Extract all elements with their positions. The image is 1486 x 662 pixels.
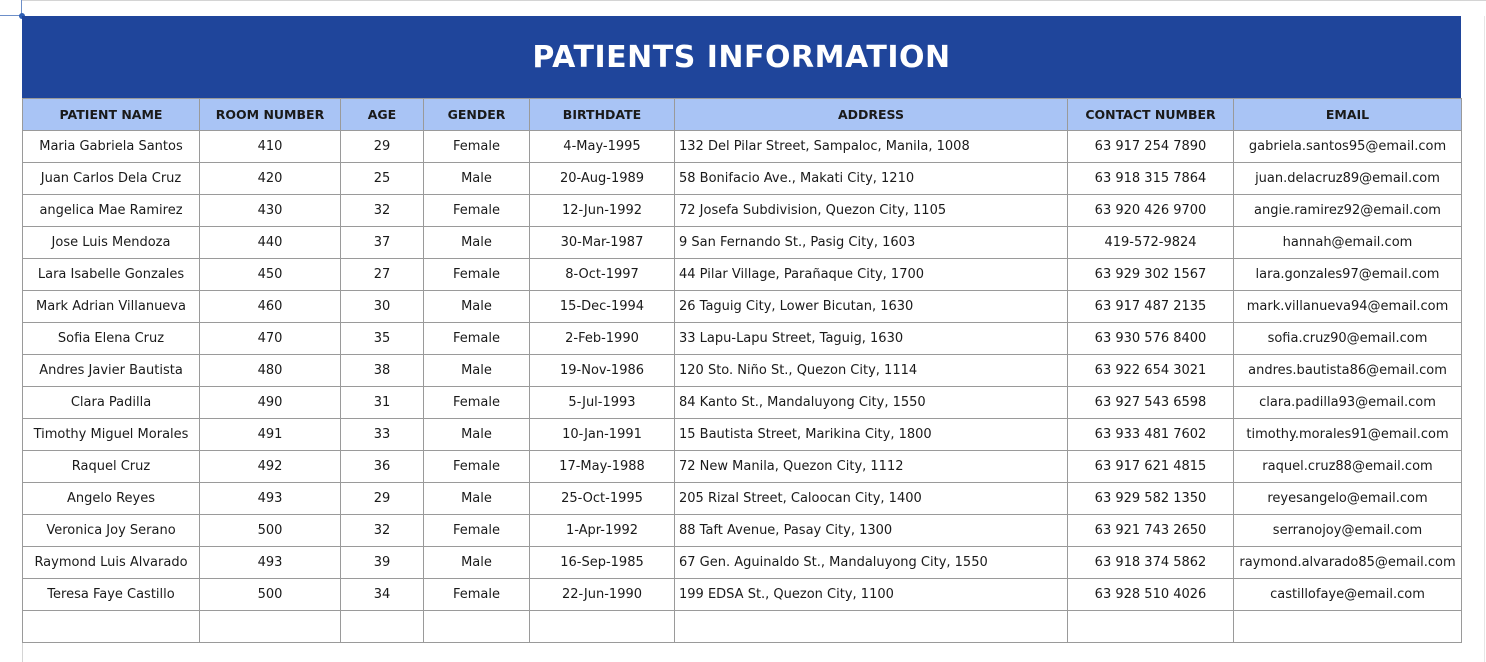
cell-address[interactable]: 44 Pilar Village, Parañaque City, 1700 [675,259,1068,291]
header-email[interactable]: EMAIL [1234,99,1462,131]
cell-gender[interactable]: Male [424,547,530,579]
cell-patient-name[interactable]: Veronica Joy Serano [23,515,200,547]
table-row [23,547,1462,579]
header-room-number[interactable]: ROOM NUMBER [200,99,341,131]
cell-room-number[interactable]: 480 [200,355,341,387]
cell-patient-name[interactable]: angelica Mae Ramirez [23,195,200,227]
cell-empty[interactable] [1068,611,1234,643]
cell-contact-number[interactable]: 63 921 743 2650 [1068,515,1234,547]
table-row [23,419,1462,451]
cell-gender[interactable]: Female [424,579,530,611]
cell-room-number[interactable]: 410 [200,131,341,163]
header-patient-name[interactable]: PATIENT NAME [23,99,200,131]
cell-age[interactable]: 29 [341,131,424,163]
cell-email[interactable]: timothy.morales91@email.com [1234,419,1462,451]
cell-birthdate[interactable]: 25-Oct-1995 [530,483,675,515]
header-address[interactable]: ADDRESS [675,99,1068,131]
cell-contact-number[interactable]: 63 929 302 1567 [1068,259,1234,291]
cell-birthdate[interactable]: 15-Dec-1994 [530,291,675,323]
cell-email[interactable]: lara.gonzales97@email.com [1234,259,1462,291]
header-age[interactable]: AGE [341,99,424,131]
cell-contact-number[interactable]: 63 930 576 8400 [1068,323,1234,355]
cell-room-number[interactable]: 450 [200,259,341,291]
cell-empty[interactable] [1234,611,1462,643]
cell-address[interactable]: 67 Gen. Aguinaldo St., Mandaluyong City, 1550 [675,547,1068,579]
table-row [23,579,1462,611]
cell-address[interactable]: 120 Sto. Niño St., Quezon City, 1114 [675,355,1068,387]
cell-patient-name[interactable]: Teresa Faye Castillo [23,579,200,611]
cell-empty[interactable] [675,611,1068,643]
cell-room-number[interactable]: 493 [200,547,341,579]
table-row [23,259,1462,291]
cell-address[interactable]: 199 EDSA St., Quezon City, 1100 [675,579,1068,611]
cell-room-number[interactable]: 493 [200,483,341,515]
cell-age[interactable]: 38 [341,355,424,387]
header-birthdate[interactable]: BIRTHDATE [530,99,675,131]
cell-address[interactable]: 132 Del Pilar Street, Sampaloc, Manila, 1008 [675,131,1068,163]
table-row [23,227,1462,259]
cell-birthdate[interactable]: 22-Jun-1990 [530,579,675,611]
cell-gender[interactable]: Male [424,291,530,323]
cell-patient-name[interactable]: Maria Gabriela Santos [23,131,200,163]
table-row [23,163,1462,195]
cell-birthdate[interactable]: 5-Jul-1993 [530,387,675,419]
cell-patient-name[interactable]: Raquel Cruz [23,451,200,483]
cell-email[interactable]: raquel.cruz88@email.com [1234,451,1462,483]
cell-address[interactable]: 26 Taguig City, Lower Bicutan, 1630 [675,291,1068,323]
page-title[interactable]: PATIENTS INFORMATION [22,16,1461,98]
cell-address[interactable]: 15 Bautista Street, Marikina City, 1800 [675,419,1068,451]
table-row [23,515,1462,547]
sheet-top-border [22,0,1486,1]
cell-age[interactable]: 27 [341,259,424,291]
cell-age[interactable]: 25 [341,163,424,195]
cell-email[interactable]: angie.ramirez92@email.com [1234,195,1462,227]
cell-email[interactable]: clara.padilla93@email.com [1234,387,1462,419]
cell-room-number[interactable]: 500 [200,579,341,611]
cell-room-number[interactable]: 430 [200,195,341,227]
cell-address[interactable]: 9 San Fernando St., Pasig City, 1603 [675,227,1068,259]
patients-table [22,98,1462,643]
header-gender[interactable]: GENDER [424,99,530,131]
cell-patient-name[interactable]: Angelo Reyes [23,483,200,515]
cell-gender[interactable]: Female [424,195,530,227]
cell-address[interactable]: 88 Taft Avenue, Pasay City, 1300 [675,515,1068,547]
cell-address[interactable]: 72 Josefa Subdivision, Quezon City, 1105 [675,195,1068,227]
table-row [23,131,1462,163]
cell-email[interactable]: serranojoy@email.com [1234,515,1462,547]
cell-contact-number[interactable]: 63 917 254 7890 [1068,131,1234,163]
cell-patient-name[interactable]: Sofia Elena Cruz [23,323,200,355]
cell-email[interactable]: raymond.alvarado85@email.com [1234,547,1462,579]
cell-age[interactable]: 30 [341,291,424,323]
cell-birthdate[interactable]: 17-May-1988 [530,451,675,483]
cell-address[interactable]: 58 Bonifacio Ave., Makati City, 1210 [675,163,1068,195]
cell-room-number[interactable]: 490 [200,387,341,419]
cell-gender[interactable]: Female [424,515,530,547]
cell-birthdate[interactable]: 4-May-1995 [530,131,675,163]
cell-address[interactable]: 84 Kanto St., Mandaluyong City, 1550 [675,387,1068,419]
cell-contact-number[interactable]: 63 917 621 4815 [1068,451,1234,483]
table-row [23,323,1462,355]
cell-gender[interactable]: Male [424,227,530,259]
header-contact-number[interactable]: CONTACT NUMBER [1068,99,1234,131]
cell-room-number[interactable]: 500 [200,515,341,547]
cell-email[interactable]: sofia.cruz90@email.com [1234,323,1462,355]
cell-age[interactable]: 33 [341,419,424,451]
table-row [23,291,1462,323]
cell-age[interactable]: 39 [341,547,424,579]
cell-birthdate[interactable]: 12-Jun-1992 [530,195,675,227]
cell-patient-name[interactable]: Timothy Miguel Morales [23,419,200,451]
cell-age[interactable]: 37 [341,227,424,259]
cell-patient-name[interactable]: Clara Padilla [23,387,200,419]
table-row [23,355,1462,387]
sheet-right-border [1484,16,1485,662]
cell-age[interactable]: 32 [341,195,424,227]
cell-birthdate[interactable]: 2-Feb-1990 [530,323,675,355]
table-row [23,451,1462,483]
cell-empty[interactable] [200,611,341,643]
cell-patient-name[interactable]: Lara Isabelle Gonzales [23,259,200,291]
cell-birthdate[interactable]: 1-Apr-1992 [530,515,675,547]
cell-birthdate[interactable]: 19-Nov-1986 [530,355,675,387]
cell-gender[interactable]: Female [424,259,530,291]
cell-gender[interactable]: Female [424,387,530,419]
cell-birthdate[interactable]: 10-Jan-1991 [530,419,675,451]
cell-email[interactable]: reyesangelo@email.com [1234,483,1462,515]
cell-gender[interactable]: Female [424,323,530,355]
cell-birthdate[interactable]: 8-Oct-1997 [530,259,675,291]
cell-contact-number[interactable]: 63 918 374 5862 [1068,547,1234,579]
cell-room-number[interactable]: 440 [200,227,341,259]
cell-email[interactable]: juan.delacruz89@email.com [1234,163,1462,195]
cell-contact-number[interactable]: 419-572-9824 [1068,227,1234,259]
table-row [23,483,1462,515]
cell-patient-name[interactable]: Andres Javier Bautista [23,355,200,387]
cell-patient-name[interactable]: Juan Carlos Dela Cruz [23,163,200,195]
cell-contact-number[interactable]: 63 933 481 7602 [1068,419,1234,451]
cell-age[interactable]: 35 [341,323,424,355]
cell-email[interactable]: hannah@email.com [1234,227,1462,259]
cell-room-number[interactable]: 470 [200,323,341,355]
cell-empty[interactable] [530,611,675,643]
cell-gender[interactable]: Male [424,163,530,195]
cell-empty[interactable] [23,611,200,643]
cell-age[interactable]: 34 [341,579,424,611]
cell-email[interactable]: gabriela.santos95@email.com [1234,131,1462,163]
cell-room-number[interactable]: 460 [200,291,341,323]
cell-email[interactable]: mark.villanueva94@email.com [1234,291,1462,323]
cell-contact-number[interactable]: 63 918 315 7864 [1068,163,1234,195]
table-header-row [23,99,1462,131]
cell-empty[interactable] [424,611,530,643]
cell-gender[interactable]: Male [424,483,530,515]
cell-birthdate[interactable]: 16-Sep-1985 [530,547,675,579]
cell-room-number[interactable]: 492 [200,451,341,483]
cell-contact-number[interactable]: 63 920 426 9700 [1068,195,1234,227]
cell-contact-number[interactable]: 63 929 582 1350 [1068,483,1234,515]
table-row [23,387,1462,419]
cell-email[interactable]: castillofaye@email.com [1234,579,1462,611]
cell-address[interactable]: 33 Lapu-Lapu Street, Taguig, 1630 [675,323,1068,355]
cell-contact-number[interactable]: 63 928 510 4026 [1068,579,1234,611]
cell-patient-name[interactable]: Mark Adrian Villanueva [23,291,200,323]
cell-birthdate[interactable]: 20-Aug-1989 [530,163,675,195]
cell-room-number[interactable]: 491 [200,419,341,451]
cell-age[interactable]: 32 [341,515,424,547]
cell-age[interactable]: 31 [341,387,424,419]
cell-empty[interactable] [341,611,424,643]
cell-email[interactable]: andres.bautista86@email.com [1234,355,1462,387]
cell-patient-name[interactable]: Jose Luis Mendoza [23,227,200,259]
cell-age[interactable]: 36 [341,451,424,483]
cell-room-number[interactable]: 420 [200,163,341,195]
cell-age[interactable]: 29 [341,483,424,515]
cell-gender[interactable]: Female [424,451,530,483]
table-row [23,195,1462,227]
table-row-empty [23,611,1462,643]
cell-contact-number[interactable]: 63 927 543 6598 [1068,387,1234,419]
cell-gender[interactable]: Male [424,355,530,387]
cell-contact-number[interactable]: 63 922 654 3021 [1068,355,1234,387]
cell-birthdate[interactable]: 30-Mar-1987 [530,227,675,259]
cell-gender[interactable]: Male [424,419,530,451]
cell-patient-name[interactable]: Raymond Luis Alvarado [23,547,200,579]
cell-gender[interactable]: Female [424,131,530,163]
cell-address[interactable]: 205 Rizal Street, Caloocan City, 1400 [675,483,1068,515]
cell-address[interactable]: 72 New Manila, Quezon City, 1112 [675,451,1068,483]
cell-contact-number[interactable]: 63 917 487 2135 [1068,291,1234,323]
